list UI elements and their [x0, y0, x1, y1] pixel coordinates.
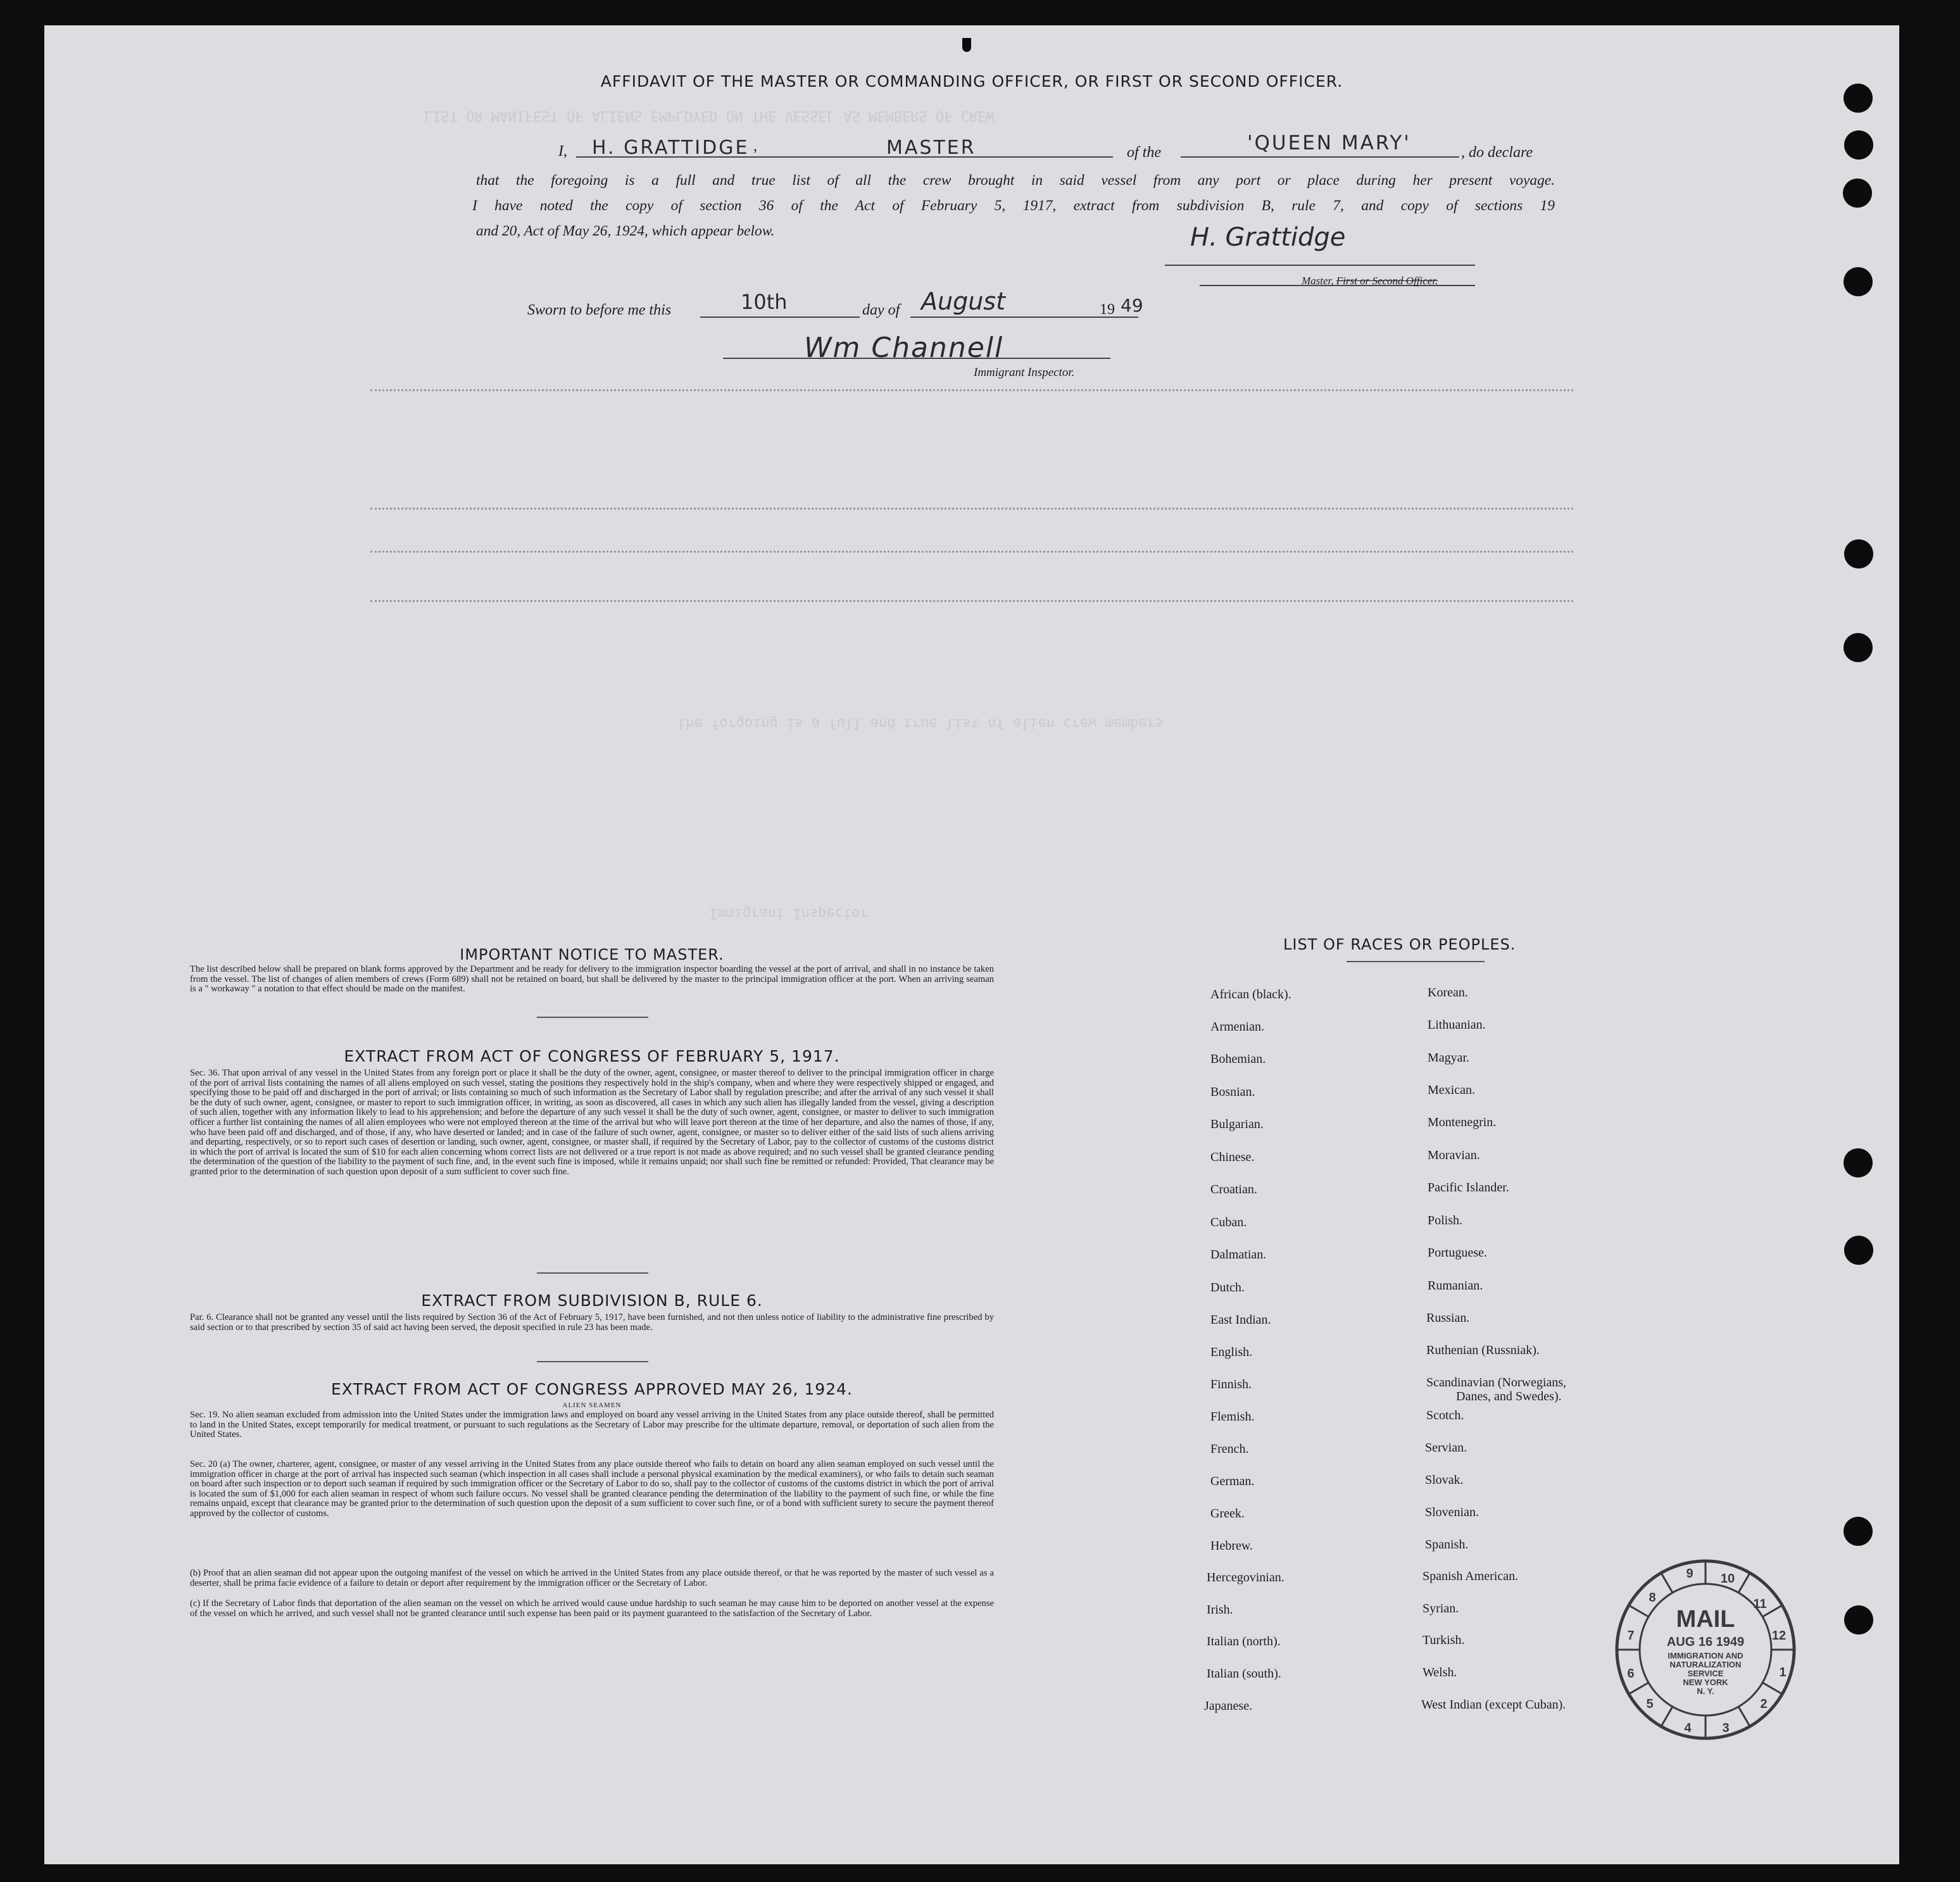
race-item: Pacific Islander. — [1428, 1181, 1509, 1195]
stamp-ring-graphic — [1613, 1557, 1798, 1742]
section-divider — [537, 1017, 648, 1018]
stamp-date: AUG 16 1949 — [1666, 1635, 1745, 1649]
stamp-ring-number: 4 — [1684, 1721, 1692, 1735]
race-item: West Indian (except Cuban). — [1421, 1698, 1566, 1712]
stamp-ring-number: 9 — [1686, 1567, 1693, 1581]
binder-hole — [1844, 84, 1873, 113]
race-item: Greek. — [1210, 1507, 1245, 1521]
extract-1924-title: EXTRACT FROM ACT OF CONGRESS APPROVED MAY 26, 1924. — [331, 1380, 853, 1398]
stamp-ring-number: 5 — [1646, 1697, 1654, 1711]
affidavit-title: AFFIDAVIT OF THE MASTER OR COMMANDING OFFICER, OR FIRST OR SECOND OFFICER. — [600, 72, 1343, 91]
stamp-ring-number: 3 — [1722, 1721, 1730, 1735]
year-suffix: 49 — [1121, 295, 1143, 316]
rule-6-text: Par. 6. Clearance shall not be granted any vessel until the lists required by Section 36 of the Act of February 5, 1917, have been furnished, and not then unless notice of liability to the administrative fine prescribed by said section or to that prescribed by section 35 of said act having been served, the deposit specified in rule 23 has been made. — [190, 1312, 994, 1333]
binder-hole — [1844, 1605, 1873, 1634]
sworn-day: 10th — [741, 290, 788, 314]
signer-role-master: Master, — [1302, 275, 1334, 287]
affidavit-i-label: I, — [558, 143, 567, 160]
race-item: Finnish. — [1210, 1377, 1252, 1391]
inspector-title: Immigrant Inspector. — [974, 366, 1075, 379]
race-item: Armenian. — [1210, 1020, 1264, 1034]
race-item: Servian. — [1425, 1441, 1467, 1455]
stamp-line-1: IMMIGRATION AND — [1668, 1651, 1743, 1660]
race-item: Hercegovinian. — [1207, 1571, 1285, 1584]
races-title-rule — [1347, 961, 1485, 962]
race-item: Scandinavian (Norwegians, — [1426, 1376, 1567, 1390]
day-of-label: day of — [862, 302, 900, 318]
signer-role-struck: First or Second Officer. — [1336, 275, 1438, 287]
do-declare-label: , do declare — [1461, 144, 1533, 161]
binder-hole — [1844, 539, 1873, 568]
signer-role — [1302, 275, 1438, 287]
extract-1924-sec20b: (b) Proof that an alien seaman did not appear upon the outgoing manifest of the vessel on which he arrived in the United States from any place outside thereof, or that he was reported by the master of such vessel as a deserter, shall be prima facie evidence of a failure to detain or deport after requirement by the immigration officer or the Secretary of Labor. — [190, 1568, 994, 1588]
binder-hole — [1844, 1148, 1873, 1177]
top-notch — [962, 38, 971, 52]
sworn-day-rule — [700, 317, 860, 318]
race-item: Scotch. — [1426, 1408, 1464, 1422]
race-item: Turkish. — [1423, 1633, 1465, 1647]
race-item: Syrian. — [1423, 1602, 1459, 1615]
race-item: Cuban. — [1210, 1215, 1247, 1229]
master-rank: MASTER — [886, 137, 976, 159]
name-comma: , — [753, 138, 757, 154]
race-item: Polish. — [1428, 1214, 1463, 1227]
race-item: Hebrew. — [1210, 1539, 1253, 1553]
stamp-line-4: NEW YORK — [1683, 1678, 1728, 1687]
bleed-through-line: Immigrant Inspector — [709, 905, 869, 921]
stamp-line-5: N. Y. — [1697, 1686, 1714, 1696]
race-item: Korean. — [1428, 986, 1468, 1000]
race-item: Portuguese. — [1428, 1246, 1487, 1260]
signature-rule-upper — [1165, 265, 1475, 266]
stamp-line-3: SERVICE — [1687, 1669, 1724, 1678]
affidavit-line-3: and 20, Act of May 26, 1924, which appear below. — [476, 223, 775, 239]
extract-1917-text: Sec. 36. That upon arrival of any vessel in the United States from any foreign port or place it shall be the duty of the owner, agent, consignee, or master thereof to deliver to the principal immigration officer in charge of the port of arrival lists containing the names of all aliens employed on such vessel, stating the positions they respectively hold in the ship's company, when and where they were respectively shipped or engaged, and specifying those to be paid off and discharged in the port of arrival; or lists containing so much of such information as the Secretary of Labor shall by regulation prescribe; and after the arrival of any such vessel it shall be the duty of such owner, agent, consignee, or master to report to such immigration officer, in writing, as soon as discovered, all cases in which any such alien has illegally landed from the vessel, giving a description of such alien, together with any information likely to lead to his apprehension; and before the departure of any such vessel it shall be the duty of such owner, agent, consignee, or master to deliver to such immigration officer a further list containing the names of all alien employees who were not employed thereon at the time of the arrival but who will leave port thereon at the time of her departure, and also the names of those, if any, who have been paid off and discharged, and of those, if any, who have deserted or landed; and in case of the failure of such owner, agent, consignee, or master so to deliver either of the said lists of such aliens arriving and departing, respectively, or so to report such cases of desertion or landing, such owner, agent, consignee, or master shall, if required by the Secretary of Labor, pay to the collector of customs of the customs district in which the port of arrival is located the sum of $10 for each alien concerning whom correct lists are not delivered or a true report is not made as above required; and no such vessel shall be granted clearance pending the determination of the question of the liability to the payment of such fine, and, in the event such fine is imposed, while it remains unpaid; nor shall such fine be remitted or refunded: Provided, That clearance may be granted prior to the determination of such question upon deposit of a sum sufficient to cover such fine. — [190, 1068, 994, 1177]
race-item: Spanish American. — [1423, 1569, 1519, 1583]
race-item: Montenegrin. — [1428, 1115, 1497, 1129]
section-divider — [537, 1361, 648, 1362]
binder-hole — [1844, 267, 1873, 296]
of-the-label: of the — [1127, 144, 1161, 161]
race-item: Irish. — [1207, 1603, 1233, 1617]
race-item: German. — [1210, 1474, 1255, 1488]
rule-6-title: EXTRACT FROM SUBDIVISION B, RULE 6. — [421, 1291, 763, 1310]
race-item: Magyar. — [1428, 1051, 1470, 1065]
binder-hole — [1844, 1517, 1873, 1546]
race-item: Moravian. — [1428, 1148, 1480, 1162]
race-item: Lithuanian. — [1428, 1018, 1486, 1032]
extract-1924-sec20c: (c) If the Secretary of Labor finds that deportation of the alien seaman on the vessel on which he arrived would cause undue hardship to such seaman he may cause him to be deported on another vessel at the expense of the vessel on which he arrived, and such vessel shall not be granted clearance until such expense has been paid or its payment guaranteed to the satisfaction of the Secretary of Labor. — [190, 1598, 994, 1619]
binder-hole — [1844, 130, 1873, 160]
master-signature: H. Grattidge — [1190, 223, 1346, 252]
race-item: Rumanian. — [1428, 1279, 1483, 1293]
affidavit-line-2: I have noted the copy of section 36 of the Act of February 5, 1917, extract from subdivision B, rule 7, and copy of sections 19 — [472, 198, 1555, 214]
race-item: Japanese. — [1204, 1699, 1253, 1713]
race-item: Croatian. — [1210, 1183, 1257, 1196]
mail-received-stamp — [1613, 1557, 1798, 1742]
races-title: LIST OF RACES OR PEOPLES. — [1283, 936, 1516, 953]
race-item: Slovenian. — [1425, 1505, 1479, 1519]
notice-title: IMPORTANT NOTICE TO MASTER. — [460, 946, 724, 963]
race-item: English. — [1210, 1345, 1253, 1359]
race-item: Mexican. — [1428, 1083, 1475, 1097]
stamp-ring-number: 12 — [1771, 1629, 1787, 1643]
document-page — [44, 25, 1899, 1864]
master-name: H. GRATTIDGE — [592, 137, 750, 159]
stamp-ring-number: 10 — [1720, 1572, 1735, 1586]
race-item: French. — [1210, 1442, 1249, 1456]
race-item: Slovak. — [1425, 1473, 1464, 1487]
dotted-guide — [370, 389, 1573, 391]
race-item: Welsh. — [1423, 1666, 1457, 1679]
stamp-ring-number: 7 — [1627, 1629, 1635, 1643]
extract-1924-sec20a: Sec. 20 (a) The owner, charterer, agent, consignee, or master of any vessel arriving in the United States from any place outside thereof who fails to detain on board any alien seaman employed on such vessel until the immigration officer in charge at the port of arrival has inspected such seaman (which inspection in all cases shall include a personal physical examination by the medical examiners), or who fails to detain such seaman on board after such inspection or to deport such seaman if required by such immigration officer or the Secretary of Labor to do so, shall pay to the collector of customs of the customs district in which the port of arrival is located the sum of $1,000 for each alien seaman in respect of whom such failure occurs. No vessel shall be granted clearance pending the determination of the liability to the payment of such fine, or while the fine remains unpaid, except that clearance may be granted prior to the determination of such question upon the deposit of a sum sufficient to cover such fine, or of a bond with sufficient surety to secure the payment thereof approved by the collector of customs. — [190, 1459, 994, 1519]
race-item: Italian (north). — [1207, 1634, 1281, 1648]
year-prefix: 19 — [1100, 301, 1115, 318]
notice-text: The list described below shall be prepared on blank forms approved by the Department and be ready for delivery to the immigration inspector boarding the vessel at the port of arrival, and shall in no instance be taken from the vessel. The list of changes of alien members of crews (Form 689) shall not be retained on board, but shall be delivered by the master to the principal immigration officer at the port. When an arriving seaman is a " workaway " a notation to that effect should be made on the manifest. — [190, 964, 994, 994]
stamp-mail-word: MAIL — [1676, 1606, 1735, 1633]
stamp-ring-number: 2 — [1760, 1697, 1768, 1711]
race-item: Bulgarian. — [1210, 1117, 1264, 1131]
stamp-ring-number: 8 — [1649, 1591, 1656, 1605]
race-item: Spanish. — [1425, 1538, 1469, 1552]
binder-hole — [1843, 179, 1872, 208]
extract-1924-subtitle: ALIEN SEAMEN — [562, 1402, 622, 1409]
race-item: Russian. — [1426, 1311, 1470, 1325]
race-item: East Indian. — [1210, 1313, 1271, 1327]
race-item: Bohemian. — [1210, 1052, 1266, 1066]
inspector-rule — [723, 358, 1110, 359]
affidavit-line-1: that the foregoing is a full and true list of all the crew brought in said vessel from any port or place during her present voyage. — [476, 172, 1555, 189]
bleed-through-line: LIST OR MANIFEST OF ALIENS EMPLOYED ON THE VESSEL AS MEMBERS OF CREW — [424, 108, 995, 123]
dotted-guide — [370, 551, 1573, 553]
race-item: Bosnian. — [1210, 1085, 1255, 1099]
dotted-guide — [370, 508, 1573, 510]
race-item: African (black). — [1210, 988, 1291, 1001]
sworn-prefix: Sworn to before me this — [527, 302, 672, 318]
vessel-rule — [1181, 156, 1459, 158]
race-item: Flemish. — [1210, 1410, 1255, 1424]
race-item: Dutch. — [1210, 1281, 1245, 1295]
race-item: Italian (south). — [1207, 1667, 1281, 1681]
inspector-signature: Wm Channell — [804, 332, 1004, 364]
race-item: Danes, and Swedes). — [1456, 1390, 1562, 1403]
race-item: Dalmatian. — [1210, 1248, 1267, 1262]
section-divider — [537, 1272, 648, 1274]
vessel-name: 'QUEEN MARY' — [1247, 132, 1411, 154]
race-item: Ruthenian (Russniak). — [1426, 1343, 1540, 1357]
sworn-month: August — [921, 287, 1005, 315]
extract-1924-sec19: Sec. 19. No alien seaman excluded from admission into the United States under the immigration laws and employed on board any vessel arriving in the United States from any place outside thereof, shall be permitted to land in the United States, except temporarily for medical treatment, or pursuant to such regulations as the Secretary of Labor may prescribe for the ultimate departure, removal, or deportation of such alien from the United States. — [190, 1410, 994, 1440]
stamp-line-2: NATURALIZATION — [1669, 1660, 1742, 1669]
race-item: Chinese. — [1210, 1150, 1255, 1164]
stamp-ring-number: 1 — [1779, 1666, 1787, 1679]
stamp-ring-number: 6 — [1627, 1667, 1635, 1681]
binder-hole — [1844, 1236, 1873, 1265]
stamp-ring-number: 11 — [1753, 1597, 1767, 1611]
dotted-guide — [370, 600, 1573, 602]
binder-hole — [1844, 633, 1873, 662]
bleed-through-line: the forgoing is a full and true list of alien crew members — [677, 715, 1164, 731]
extract-1917-title: EXTRACT FROM ACT OF CONGRESS OF FEBRUARY 5, 1917. — [344, 1047, 840, 1065]
